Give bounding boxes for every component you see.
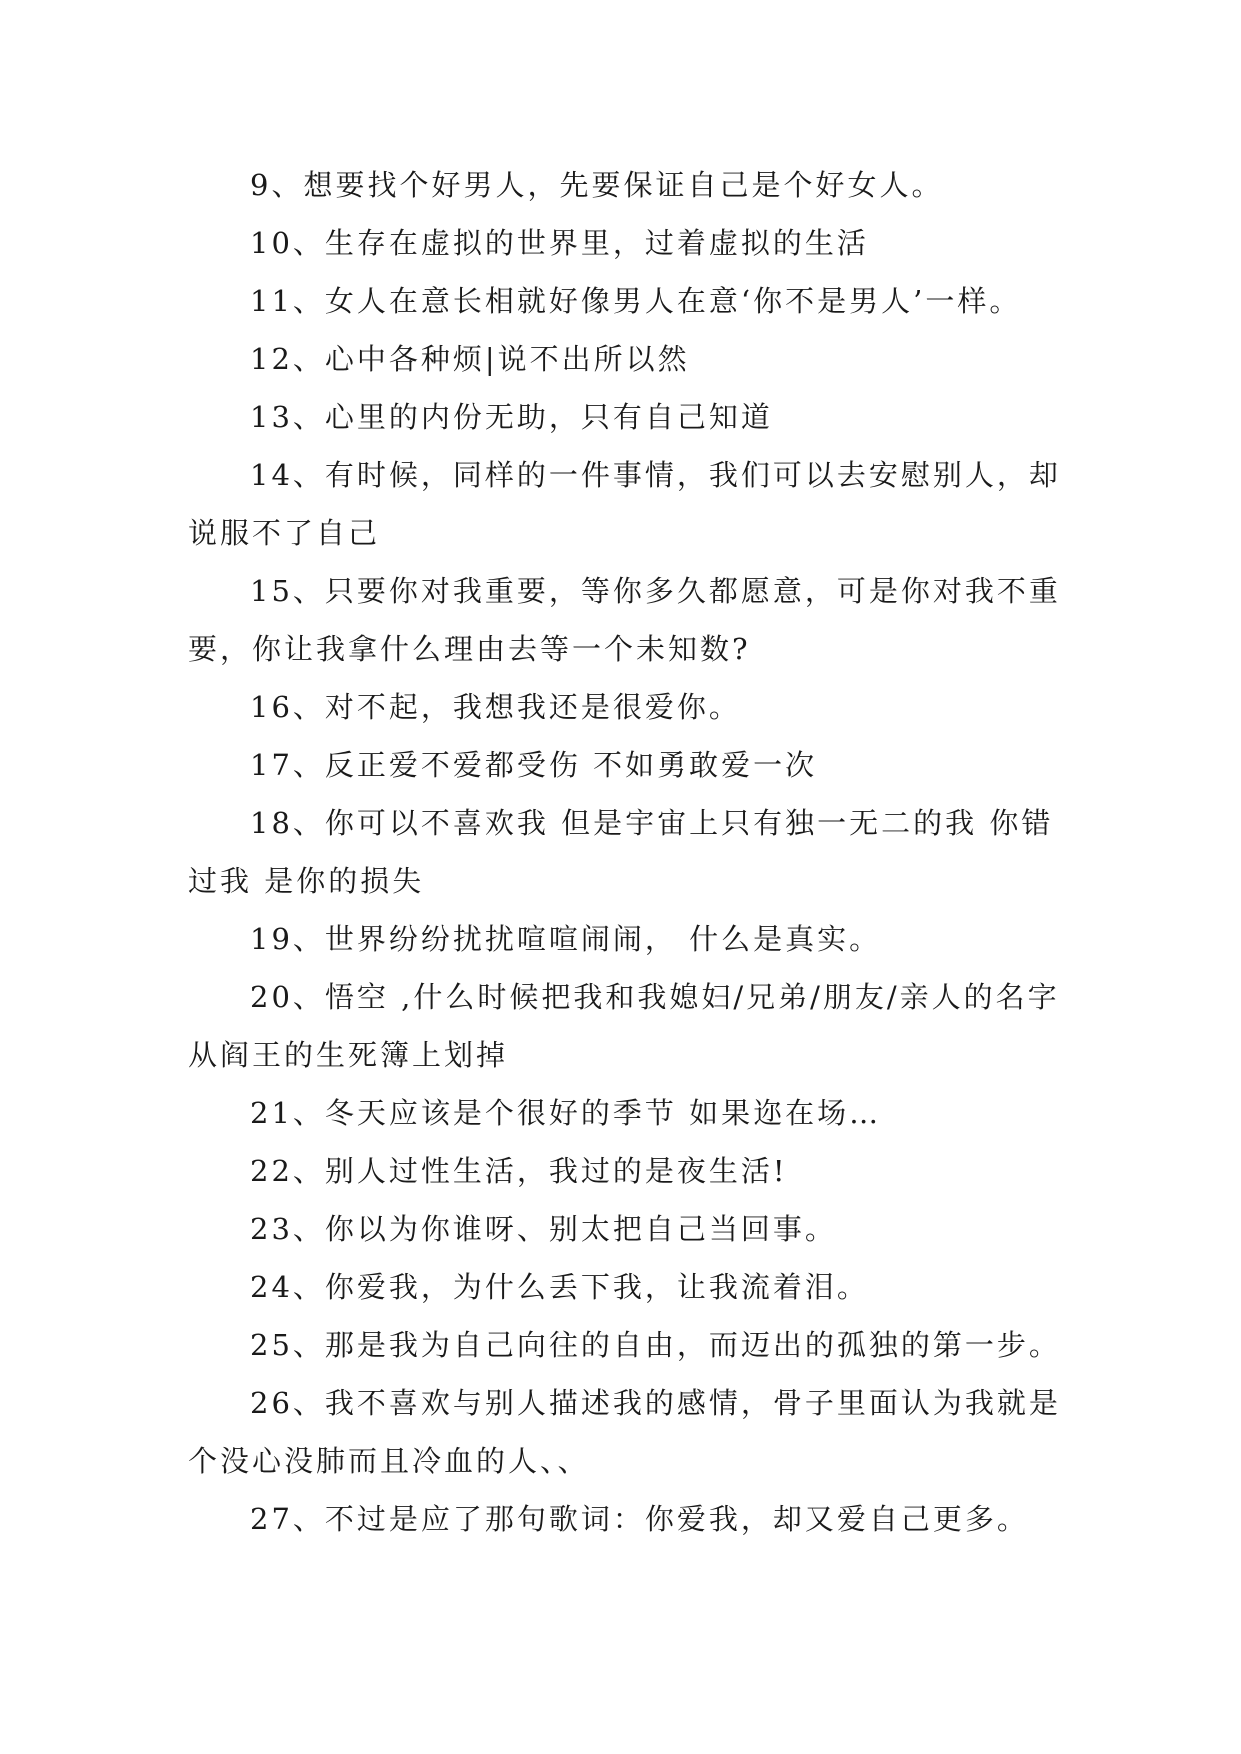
quote-15: 15、只要你对我重要，等你多久都愿意，可是你对我不重要，你让我拿什么理由去等一个未知数? [188,574,1061,666]
quote-20: 20、悟空 ,什么时候把我和我媳妇/兄弟/朋友/亲人的名字从阎王的生死簿上划掉 [188,980,1060,1072]
quote-13: 13、心里的内份无助，只有自己知道 [250,400,773,434]
document-body [188,156,1068,1548]
quote-17: 17、反正爱不爱都受伤 不如勇敢爱一次 [250,748,818,782]
quote-24: 24、你爱我，为什么丢下我，让我流着泪。 [250,1270,869,1304]
quote-12: 12、心中各种烦|说不出所以然 [250,342,690,376]
quote-10: 10、生存在虚拟的世界里，过着虚拟的生活 [250,226,869,260]
quote-19: 19、世界纷纷扰扰喧喧闹闹， 什么是真实。 [250,922,882,956]
quote-21: 21、冬天应该是个很好的季节 如果迩在场… [250,1096,882,1130]
quote-16: 16、对不起，我想我还是很爱你。 [250,690,741,724]
quote-14: 14、有时候，同样的一件事情，我们可以去安慰别人，却说服不了自己 [188,458,1061,550]
quote-25: 25、那是我为自己向往的自由，而迈出的孤独的第一步。 [250,1328,1061,1362]
quote-11: 11、女人在意长相就好像男人在意‘你不是男人’一样。 [250,284,1022,318]
quote-23: 23、你以为你谁呀、别太把自己当回事。 [250,1212,837,1246]
quote-22: 22、别人过性生活，我过的是夜生活! [250,1154,788,1188]
quote-18: 18、你可以不喜欢我 但是宇宙上只有独一无二的我 你错过我 是你的损失 [188,806,1054,898]
quote-26: 26、我不喜欢与别人描述我的感情，骨子里面认为我就是个没心没肺而且冷血的人、、 [188,1386,1061,1478]
quote-27: 27、不过是应了那句歌词：你爱我，却又爱自己更多。 [250,1502,1029,1536]
quote-9: 9、想要找个好男人，先要保证自己是个好女人。 [250,168,944,202]
